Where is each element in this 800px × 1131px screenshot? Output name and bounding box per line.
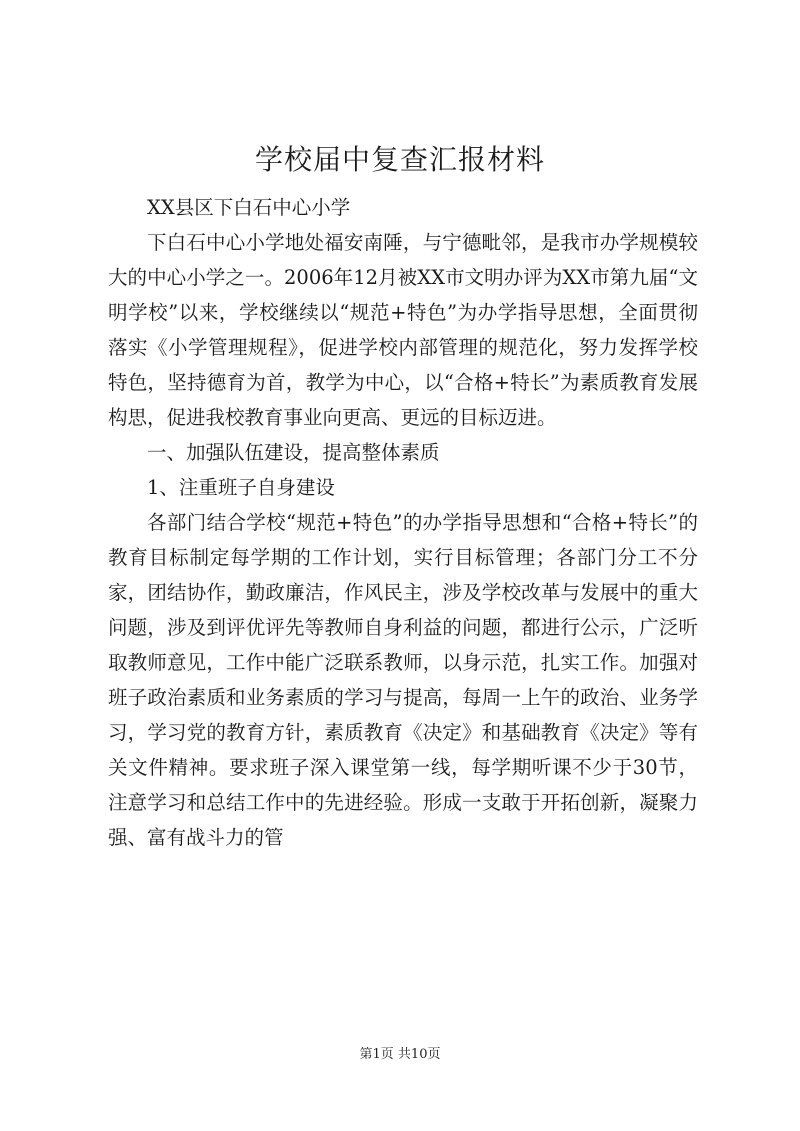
section-heading: 一、加强队伍建设，提高整体素质 <box>147 441 440 464</box>
document-title: 学校届中复查汇报材料 <box>254 143 545 176</box>
body-paragraph: 各部门结合学校“规范+特色”的办学指导思想和“合格+特长”的教育目标制定每学期的工作计划，实行目标管理；各部门分工不分家，团结协作，勤政廉洁，作风民主，涉及学校改革与发展中的重大问题，涉及到评优评先等教师自身利益的问题，都进行公示，广泛听取教师意见，工作中能广泛联系教师，以身示范，扎实工作。加强对班子政治素质和业务素质的学习与提高，每周一上午的政治、业务学习，学习党的教育方针，素质教育《决定》和基础教育《决定》等有关文件精神。要求班子深入课堂第一线，每学期听课不少于30节，注意学习和总结工作中的先进经验。形成一支敢于开拓创新，凝聚力强、富有战斗力的管 <box>108 511 698 849</box>
intro-paragraph: 下白石中心小学地处福安南陲，与宁德毗邻，是我市办学规模较大的中心小学之一。2006年12月被XX市文明办评为XX市第九届“文明学校”以来，学校继续以“规范+特色”为办学指导思想，全面贯彻落实《小学管理规程》，促进学校内部管理的规范化，努力发挥学校特色，坚持德育为首，教学为中心，以“合格+特长”为素质教育发展构思，促进我校教育事业向更高、更远的目标迈进。 <box>108 231 698 429</box>
document-body <box>108 190 698 855</box>
subsection-heading: 1、注重班子自身建设 <box>147 476 335 499</box>
page-number-footer: 第1页 共10页 <box>359 1047 441 1062</box>
school-name-line: XX县区下白石中心小学 <box>147 196 351 219</box>
